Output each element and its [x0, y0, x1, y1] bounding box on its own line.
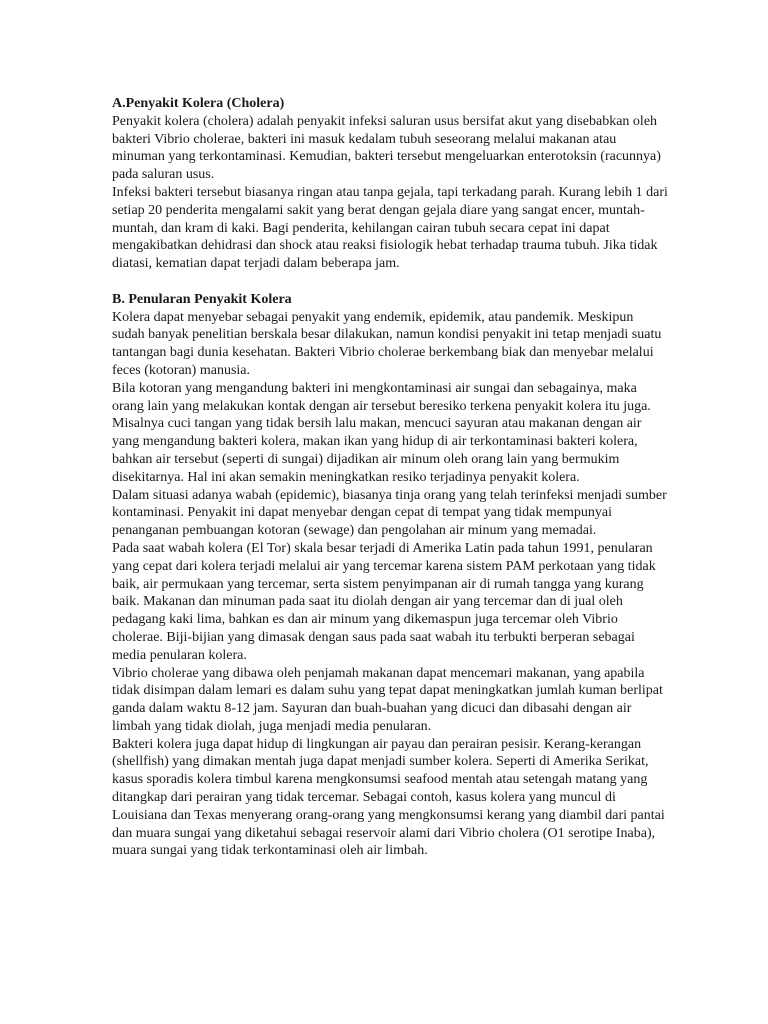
paragraph: Pada saat wabah kolera (El Tor) skala besar terjadi di Amerika Latin pada tahun 1991, penularan yang cepat dari kolera terjadi melalui air yang tercemar karena sistem PAM perkotaan yang tidak baik, air permukaan yang tercemar, serta sistem penyimpanan air di rumah tangga yang kurang baik. Makanan dan minuman pada saat itu diolah dengan air yang tercemar dan di jual oleh pedagang kaki lima, bahkan es dan air minum yang dikemaspun juga tercemar oleh Vibrio cholerae. Biji-bijian yang dimasak dengan saus pada saat wabah itu terbukti berperan sebagai media penularan kolera. [112, 540, 656, 663]
paragraph: Penyakit kolera (cholera) adalah penyakit infeksi saluran usus bersifat akut yang disebabkan oleh bakteri Vibrio cholerae, bakteri ini masuk kedalam tubuh seseorang melalui makanan atau minuman yang terkontaminasi. Kemudian, bakteri tersebut mengeluarkan enterotoksin (racunnya) pada saluran usus. [112, 113, 661, 183]
document-page [112, 95, 668, 860]
paragraph: Infeksi bakteri tersebut biasanya ringan atau tanpa gejala, tapi terkadang parah. Kurang lebih 1 dari setiap 20 penderita mengalami sakit yang berat dengan gejala diare yang sangat encer, muntah-muntah, dan kram di kaki. Bagi penderita, kehilangan cairan tubuh secara cepat ini dapat mengakibatkan dehidrasi dan shock atau reaksi fisiologik hebat terhadap trauma tubuh. Jika tidak diatasi, kematian dapat terjadi dalam beberapa jam. [112, 184, 668, 272]
paragraph: Bila kotoran yang mengandung bakteri ini mengkontaminasi air sungai dan sebagainya, maka orang lain yang melakukan kontak dengan air tersebut beresiko terkena penyakit kolera itu juga. Misalnya cuci tangan yang tidak bersih lalu makan, mencuci sayuran atau makanan dengan air yang mengandung bakteri kolera, makan ikan yang hidup di air terkontaminasi bakteri kolera, bahkan air tersebut (seperti di sungai) dijadikan air minum oleh orang lain yang bermukim disekitarnya. Hal ini akan semakin meningkatkan resiko terjadinya penyakit kolera. [112, 380, 651, 485]
paragraph: Dalam situasi adanya wabah (epidemic), biasanya tinja orang yang telah terinfeksi menjadi sumber kontaminasi. Penyakit ini dapat menyebar dengan cepat di tempat yang tidak mempunyai penanganan pembuangan kotoran (sewage) dan pengolahan air minum yang memadai. [112, 487, 667, 539]
paragraph: Bakteri kolera juga dapat hidup di lingkungan air payau dan perairan pesisir. Kerang-kerangan (shellfish) yang dimakan mentah juga dapat menjadi sumber kolera. Seperti di Amerika Serikat, kasus sporadis kolera timbul karena mengkonsumsi seafood mentah atau setengah matang yang ditangkap dari perairan yang tidak tercemar. Sebagai contoh, kasus kolera yang muncul di Louisiana dan Texas menyerang orang-orang yang mengkonsumsi kerang yang diambil dari pantai dan muara sungai yang diketahui sebagai reservoir alami dari Vibrio cholera (O1 serotipe Inaba), muara sungai yang tidak terkontaminasi oleh air limbah. [112, 736, 665, 859]
section-cholera-transmission [112, 291, 668, 861]
section-cholera-disease [112, 95, 668, 273]
paragraph: Vibrio cholerae yang dibawa oleh penjamah makanan dapat mencemari makanan, yang apabila tidak disimpan dalam lemari es dalam suhu yang tepat dapat meningkatkan jumlah kuman berlipat ganda dalam waktu 8-12 jam. Sayuran dan buah-buahan yang dicuci dan dibasahi dengan air limbah yang tidak diolah, juga menjadi media penularan. [112, 665, 663, 734]
section-heading: A.Penyakit Kolera (Cholera) [112, 96, 285, 111]
section-heading: B. Penularan Penyakit Kolera [112, 291, 292, 307]
paragraph: Kolera dapat menyebar sebagai penyakit yang endemik, epidemik, atau pandemik. Meskipun sudah banyak penelitian berskala besar dilakukan, namun kondisi penyakit ini tetap menjadi suatu tantangan bagi dunia kesehatan. Bakteri Vibrio cholerae berkembang biak dan menyebar melalui feces (kotoran) manusia. [112, 309, 662, 378]
